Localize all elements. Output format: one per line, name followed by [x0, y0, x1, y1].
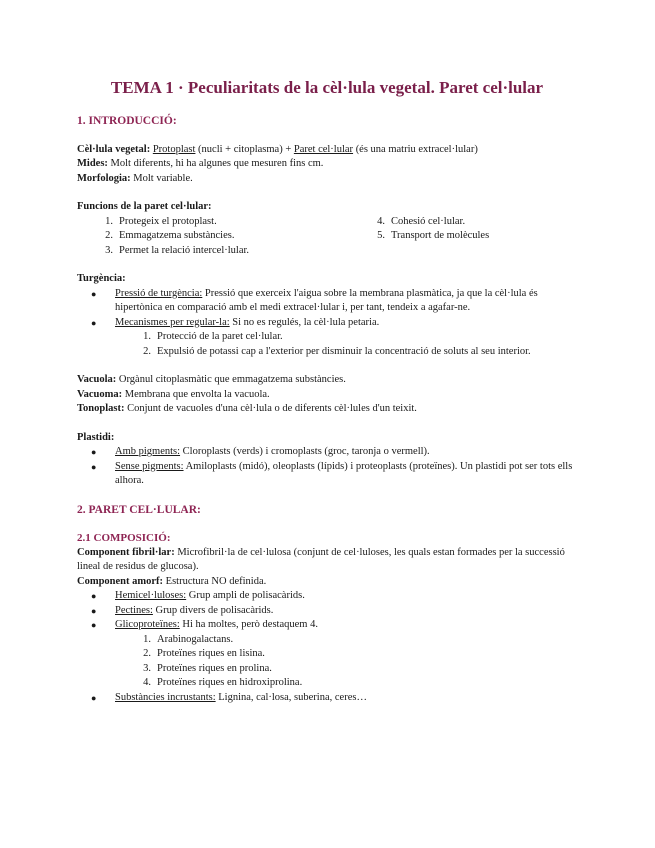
text: (nucli + citoplasma) +: [198, 143, 292, 155]
list-item: 1. Protegeix el protoplast.: [105, 215, 217, 227]
list-item: ● Glicoproteïnes: Hi ha moltes, però destaquem 4.: [77, 618, 577, 633]
list-item: 4. Cohesió cel·lular.: [377, 215, 466, 227]
list-item: ● Substàncies incrustants: Lignina, cal·losa, suberina, ceres…: [77, 691, 577, 706]
list-item: ● Mecanismes per regular-la: Si no es regulés, la cèl·lula petaria.: [77, 316, 577, 331]
list-item: ● Pressió de turgència: Pressió que exerceix l'aigua sobre la membrana plasmàtica, ja que la cèl·lula és hipertònica en comparació amb el medi extracel·lular i, per tant, tendeix a agafar-ne.: [77, 287, 577, 316]
list-item: 1. Arabinogalactans.: [143, 633, 234, 645]
vacuola-line: Vacuola: Orgànul citoplasmàtic que emmagatzema substàncies.: [77, 374, 346, 385]
morfologia-line: [77, 172, 577, 187]
list-item: ● Hemicel·luloses: Grup ampli de polisacàrids.: [77, 589, 577, 604]
document-page: [77, 78, 577, 705]
bullet-icon: ●: [91, 288, 97, 299]
term-protoplast: Protoplast: [152, 143, 196, 155]
tonoplast-line: Tonoplast: Conjunt de vacuoles d'una cèl·lula o de diferents cèl·lules d'un teixit.: [77, 403, 417, 414]
subsection-heading-composicio: 2.1 COMPOSICIÓ:: [77, 532, 171, 544]
section-heading-paret: 2. PARET CEL·LULAR:: [77, 503, 201, 516]
bullet-icon: ●: [91, 447, 97, 457]
label: Cèl·lula vegetal:: [77, 143, 151, 155]
mides-line: [77, 157, 577, 172]
bullet-icon: ●: [91, 591, 97, 601]
text: Molt diferents, hi ha algunes que mesuren fins cm.: [110, 158, 324, 169]
page-title: TEMA 1 · Peculiaritats de la cèl·lula vegetal. Paret cel·lular: [110, 78, 544, 97]
funcions-heading: Funcions de la paret cel·lular:: [77, 201, 212, 212]
bullet-icon: ●: [91, 461, 97, 472]
bullet-icon: ●: [91, 692, 97, 703]
list-item: 2. Expulsió de potassi cap a l'exterior per disminuir la concentració de soluts al seu interior.: [143, 345, 531, 357]
funcions-col-right: [367, 215, 567, 259]
amorf-line: Component amorf: Estructura NO definida.: [77, 575, 267, 587]
funcions-col-left: [77, 215, 367, 259]
list-item: 2. Emmagatzema substàncies.: [105, 230, 235, 241]
plastidi-heading: Plastidi:: [77, 431, 115, 443]
list-item: ● Pectines: Grup divers de polisacàrids.: [77, 604, 577, 619]
label: Morfologia:: [77, 172, 131, 184]
bullet-icon: ●: [91, 605, 97, 616]
list-item: ● Sense pigments: Amiloplasts (midó), oleoplasts (lípids) i proteoplasts (proteïnes). Un plastidi pot ser tots ells alhora.: [77, 460, 577, 489]
bullet-icon: ●: [91, 317, 97, 328]
cell-definition: [77, 143, 577, 158]
list-item: 3. Permet la relació intercel·lular.: [105, 244, 250, 256]
list-item: 1. Protecció de la paret cel·lular.: [143, 331, 283, 342]
fibrillar-line: Component fibril·lar: Microfibril·la de cel·lulosa (conjunt de cel·luloses, les quals estan formades per la successió lineal de residus de glucosa).: [77, 546, 565, 572]
bullet-icon: ●: [91, 620, 97, 630]
list-item: ● Amb pigments: Cloroplasts (verds) i cromoplasts (groc, taronja o vermell).: [77, 445, 577, 460]
section-heading-introduccio: 1. INTRODUCCIÓ:: [77, 115, 177, 127]
list-item: 4. Proteïnes riques en hidroxiprolina.: [143, 677, 303, 688]
funcions-list: [77, 215, 577, 259]
list-item: 2. Proteïnes riques en lisina.: [143, 648, 265, 659]
term-paret: Paret cel·lular: [293, 143, 354, 155]
list-item: 5. Transport de molècules: [377, 230, 490, 241]
text: (és una matriu extracel·lular): [355, 143, 478, 155]
vacuoma-line: Vacuoma: Membrana que envolta la vacuola.: [77, 388, 270, 400]
list-item: 3. Proteïnes riques en prolina.: [143, 662, 272, 674]
text: Molt variable.: [133, 172, 193, 184]
label: Mides:: [77, 158, 108, 169]
turgencia-heading: Turgència:: [77, 273, 126, 284]
